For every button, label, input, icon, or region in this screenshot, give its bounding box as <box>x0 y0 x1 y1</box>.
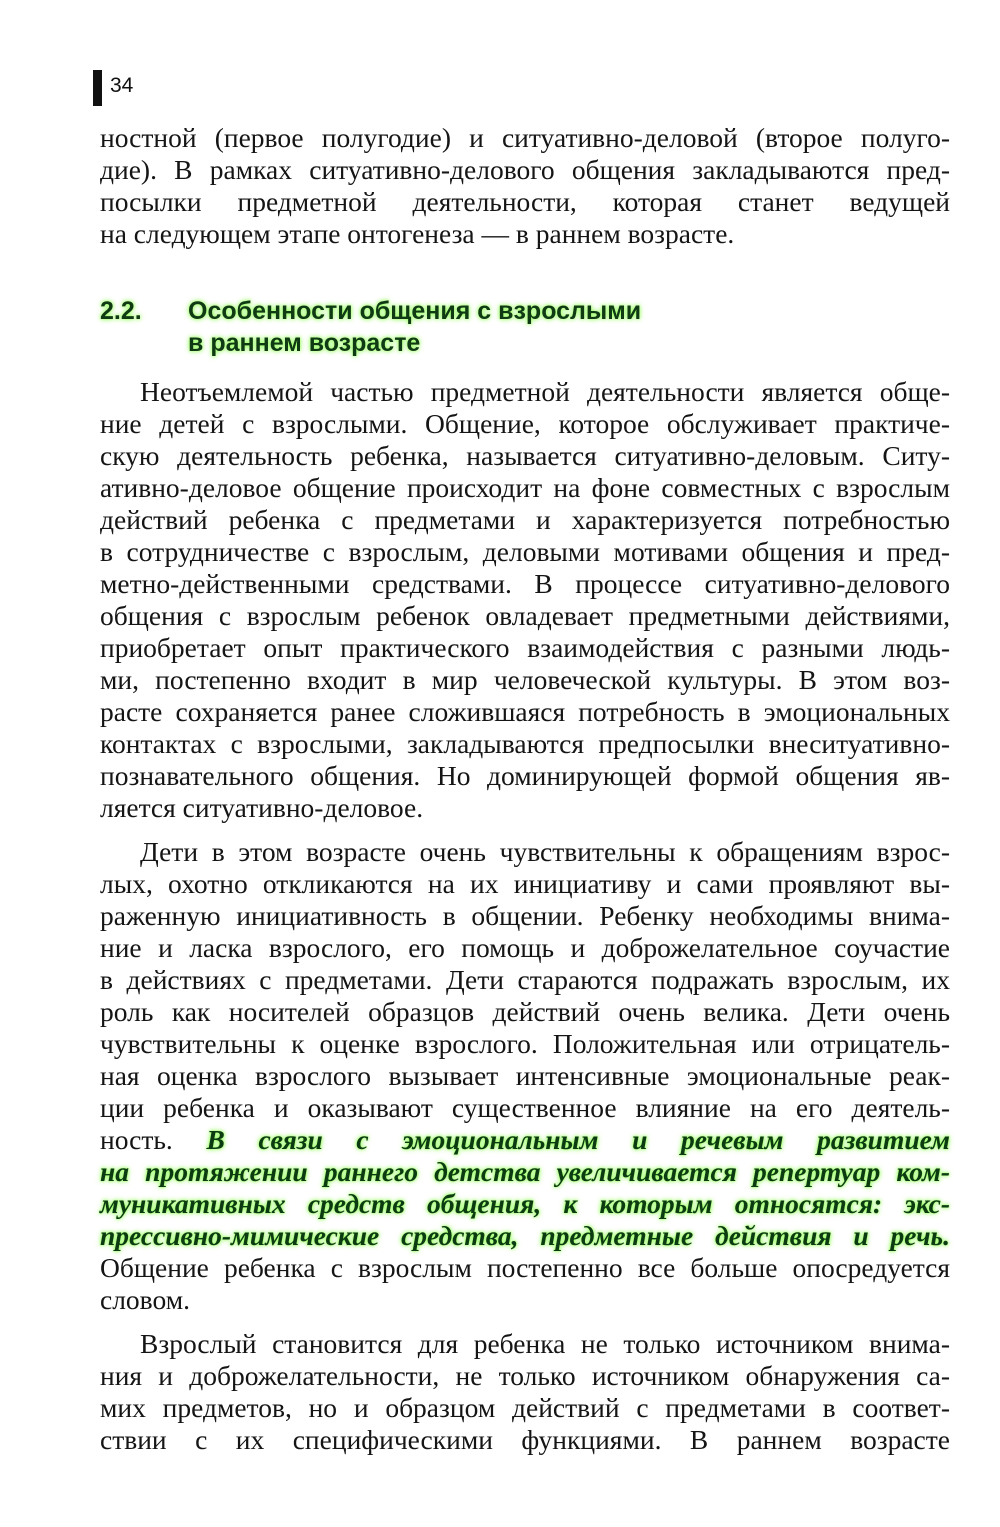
paragraph-line: действий ребенка с предметами и характеризуется потребностью <box>100 504 950 535</box>
page-marker-bar <box>93 70 102 106</box>
section-number: 2.2. <box>100 297 142 325</box>
paragraph-line: Неотъемлемой частью предметной деятельности является обще- <box>140 376 950 407</box>
intro-line: на следующем этапе онтогенеза — в раннем возрасте. <box>100 218 735 249</box>
highlighted-text: В связи с эмоциональным и речевым развитием <box>206 1124 950 1155</box>
paragraph-line: ния и доброжелательности, не только источником обнаружения са- <box>100 1360 950 1391</box>
paragraph-line: ние и ласка взрослого, его помощь и доброжелательное соучастие <box>100 932 950 963</box>
paragraph-line-mixed <box>100 1124 950 1156</box>
paragraph-line: ляется ситуативно-деловое. <box>100 792 424 823</box>
paragraph-line: Взрослый становится для ребенка не только источником внима- <box>140 1328 950 1359</box>
paragraph-line: метно-действенными средствами. В процессе ситуативно-делового <box>100 568 950 599</box>
paragraph-line: ние детей с взрослыми. Общение, которое обслуживает практиче- <box>100 408 950 439</box>
paragraph-line: ствии с их специфическими функциями. В раннем возрасте <box>100 1424 950 1455</box>
paragraph-line: общения с взрослым ребенок овладевает предметными действиями, <box>100 600 950 631</box>
paragraph-line: ативно-деловое общение происходит на фоне совместных с взрослым <box>100 472 950 503</box>
paragraph-line: ми, постепенно входит в мир человеческой культуры. В этом воз- <box>100 664 950 695</box>
page-number: 34 <box>110 74 134 97</box>
highlighted-line: на протяжении раннего детства увеличивается репертуар ком- <box>100 1156 950 1187</box>
paragraph-line: словом. <box>100 1284 190 1315</box>
paragraph-line: ная оценка взрослого вызывает интенсивные эмоциональные реак- <box>100 1060 950 1091</box>
intro-line: дие). В рамках ситуативно-делового общения закладываются пред- <box>100 154 950 185</box>
paragraph-line: расте сохраняется ранее сложившаяся потребность в эмоциональных <box>100 696 950 727</box>
paragraph-line: контактах с взрослыми, закладываются предпосылки внеситуативно- <box>100 728 950 759</box>
paragraph-line: познавательного общения. Но доминирующей формой общения яв- <box>100 760 950 791</box>
paragraph-line: раженную инициативность в общении. Ребенку необходимы внима- <box>100 900 950 931</box>
highlighted-line: муникативных средств общения, к которым относятся: экс- <box>100 1188 950 1219</box>
paragraph-line: приобретает опыт практического взаимодействия с разными людь- <box>100 632 950 663</box>
intro-line: ностной (первое полугодие) и ситуативно-деловой (второе полуго- <box>100 122 950 153</box>
paragraph-line: Дети в этом возрасте очень чувствительны к обращениям взрос- <box>140 836 950 867</box>
paragraph-line: Общение ребенка с взрослым постепенно все больше опосредуется <box>100 1252 950 1283</box>
paragraph-line: скую деятельность ребенка, называется ситуативно-деловым. Ситу- <box>100 440 950 471</box>
paragraph-line: в сотрудничестве с взрослым, деловыми мотивами общения и пред- <box>100 536 950 567</box>
intro-line: посылки предметной деятельности, которая станет ведущей <box>100 186 950 217</box>
paragraph-line: в действиях с предметами. Дети стараются подражать взрослым, их <box>100 964 950 995</box>
section-title: в раннем возрасте <box>188 329 421 357</box>
paragraph-line: роль как носителей образцов действий очень велика. Дети очень <box>100 996 950 1027</box>
paragraph-line: ции ребенка и оказывают существенное влияние на его деятель- <box>100 1092 950 1123</box>
paragraph-line: мих предметов, но и образцом действий с предметами в соответ- <box>100 1392 950 1423</box>
paragraph-line: чувствительны к оценке взрослого. Положительная или отрицатель- <box>100 1028 950 1059</box>
plain-text: ность. <box>100 1124 207 1155</box>
paragraph-line: лых, охотно откликаются на их инициативу и сами проявляют вы- <box>100 868 950 899</box>
highlighted-line: прессивно-мимические средства, предметные действия и речь. <box>100 1220 950 1251</box>
section-title: Особенности общения с взрослыми <box>188 297 642 325</box>
